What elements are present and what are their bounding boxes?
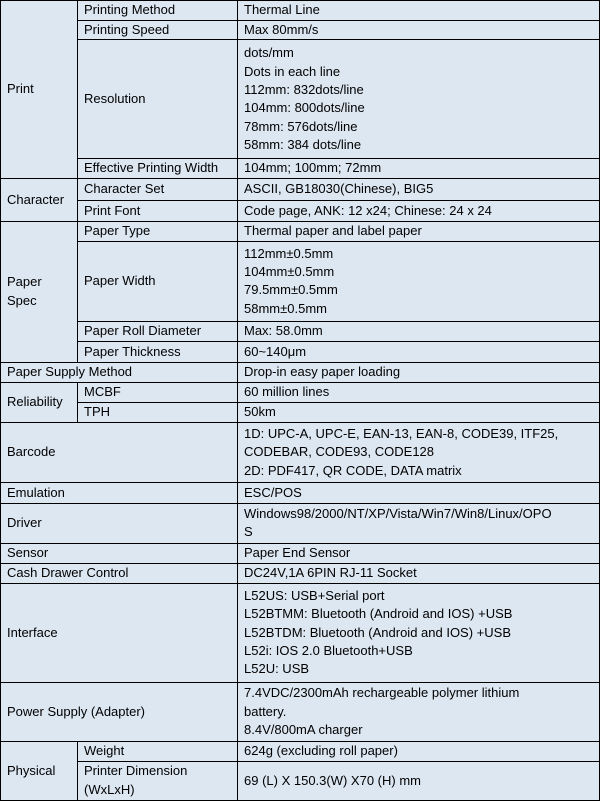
value-barcode xyxy=(238,422,600,482)
label-power-supply: Power Supply (Adapter) xyxy=(1,682,238,741)
value-paper-width xyxy=(238,241,600,321)
interface-line: L52i: IOS 2.0 Bluetooth+USB xyxy=(244,643,413,659)
value-effective-width: 104mm; 100mm; 72mm xyxy=(238,159,600,178)
interface-line: L52U: USB xyxy=(244,661,310,677)
row-paper-thickness xyxy=(1,341,600,362)
driver-line: S xyxy=(244,524,253,540)
driver-line: Windows98/2000/NT/XP/Vista/Win7/Win8/Linux/OPO xyxy=(244,505,552,521)
value-resolution xyxy=(238,40,600,159)
row-emulation xyxy=(1,482,600,503)
value-mcbf: 60 million lines xyxy=(238,382,600,402)
label-weight: Weight xyxy=(78,741,238,761)
value-printing-method: Thermal Line xyxy=(238,1,600,21)
value-interface xyxy=(238,583,600,682)
row-paper-type xyxy=(1,221,600,241)
label-interface: Interface xyxy=(1,583,238,682)
category-paper-spec xyxy=(1,221,78,362)
value-printing-speed: Max 80mm/s xyxy=(238,21,600,40)
value-roll-diameter: Max: 58.0mm xyxy=(238,321,600,341)
value-power-supply xyxy=(238,682,600,741)
value-paper-thickness: 60~140μm xyxy=(238,341,600,362)
label-driver: Driver xyxy=(1,503,238,543)
category-paper-spec-line: Paper xyxy=(7,274,42,290)
barcode-line: 1D: UPC-A, UPC-E, EAN-13, EAN-8, CODE39, ITF25, xyxy=(244,425,559,441)
label-paper-supply: Paper Supply Method xyxy=(1,362,238,382)
row-cash-drawer xyxy=(1,563,600,583)
category-character: Character xyxy=(1,178,78,221)
value-print-font: Code page, ANK: 12 x24; Chinese: 24 x 24 xyxy=(238,200,600,221)
label-paper-width: Paper Width xyxy=(78,241,238,321)
value-paper-type: Thermal paper and label paper xyxy=(238,221,600,241)
row-paper-width xyxy=(1,241,600,321)
value-emulation: ESC/POS xyxy=(238,482,600,503)
row-effective-width xyxy=(1,159,600,178)
dimension-label-line: Printer Dimension xyxy=(84,763,188,779)
row-resolution xyxy=(1,40,600,159)
resolution-line: Dots in each line xyxy=(244,63,341,79)
row-paper-supply xyxy=(1,362,600,382)
resolution-line: dots/mm xyxy=(244,45,294,61)
paper-width-line: 58mm±0.5mm xyxy=(244,300,327,316)
label-effective-width: Effective Printing Width xyxy=(78,159,238,178)
row-dimension xyxy=(1,761,600,800)
row-print-font xyxy=(1,200,600,221)
interface-line: L52US: USB+Serial port xyxy=(244,587,385,603)
value-paper-supply: Drop-in easy paper loading xyxy=(238,362,600,382)
label-paper-type: Paper Type xyxy=(78,221,238,241)
value-weight: 624g (excluding roll paper) xyxy=(238,741,600,761)
label-printing-speed: Printing Speed xyxy=(78,21,238,40)
barcode-line: 2D: PDF417, QR CODE, DATA matrix xyxy=(244,462,462,478)
value-dimension: 69 (L) X 150.3(W) X70 (H) mm xyxy=(238,761,600,800)
label-paper-thickness: Paper Thickness xyxy=(78,341,238,362)
row-driver xyxy=(1,503,600,543)
value-tph: 50km xyxy=(238,402,600,422)
row-tph xyxy=(1,402,600,422)
label-print-font: Print Font xyxy=(78,200,238,221)
row-barcode xyxy=(1,422,600,482)
category-reliability: Reliability xyxy=(1,382,78,422)
label-character-set: Character Set xyxy=(78,178,238,200)
paper-width-line: 104mm±0.5mm xyxy=(244,263,335,279)
label-barcode: Barcode xyxy=(1,422,238,482)
power-supply-line: battery. xyxy=(244,703,287,719)
value-cash-drawer: DC24V,1A 6PIN RJ-11 Socket xyxy=(238,563,600,583)
row-printing-speed xyxy=(1,21,600,40)
power-supply-line: 8.4V/800mA charger xyxy=(244,722,363,738)
barcode-line: CODEBAR, CODE93, CODE128 xyxy=(244,444,435,460)
label-dimension xyxy=(78,761,238,800)
resolution-line: 58mm: 384 dots/line xyxy=(244,137,362,153)
resolution-line: 78mm: 576dots/line xyxy=(244,118,358,134)
label-printing-method: Printing Method xyxy=(78,1,238,21)
value-character-set: ASCII, GB18030(Chinese), BIG5 xyxy=(238,178,600,200)
row-mcbf xyxy=(1,382,600,402)
label-tph: TPH xyxy=(78,402,238,422)
row-interface xyxy=(1,583,600,682)
row-printing-method xyxy=(1,1,600,21)
interface-line: L52BTDM: Bluetooth (Android and IOS) +USB xyxy=(244,624,511,640)
interface-line: L52BTMM: Bluetooth (Android and IOS) +USB xyxy=(244,606,513,622)
row-character-set xyxy=(1,178,600,200)
value-driver xyxy=(238,503,600,543)
row-power-supply xyxy=(1,682,600,741)
row-roll-diameter xyxy=(1,321,600,341)
resolution-line: 112mm: 832dots/line xyxy=(244,82,364,97)
paper-width-line: 79.5mm±0.5mm xyxy=(244,282,338,298)
category-print: Print xyxy=(1,1,78,179)
dimension-label-line: (WxLxH) xyxy=(84,781,135,797)
row-sensor xyxy=(1,543,600,563)
power-supply-line: 7.4VDC/2300mAh rechargeable polymer lithium xyxy=(244,685,520,701)
paper-width-line: 112mm±0.5mm xyxy=(244,245,334,261)
resolution-line: 104mm: 800dots/line xyxy=(244,100,365,116)
label-cash-drawer: Cash Drawer Control xyxy=(1,563,238,583)
category-paper-spec-line: Spec xyxy=(7,292,37,308)
label-roll-diameter: Paper Roll Diameter xyxy=(78,321,238,341)
label-emulation: Emulation xyxy=(1,482,238,503)
label-sensor: Sensor xyxy=(1,543,238,563)
label-resolution: Resolution xyxy=(78,40,238,159)
label-mcbf: MCBF xyxy=(78,382,238,402)
category-physical: Physical xyxy=(1,741,78,800)
row-weight xyxy=(1,741,600,761)
value-sensor: Paper End Sensor xyxy=(238,543,600,563)
